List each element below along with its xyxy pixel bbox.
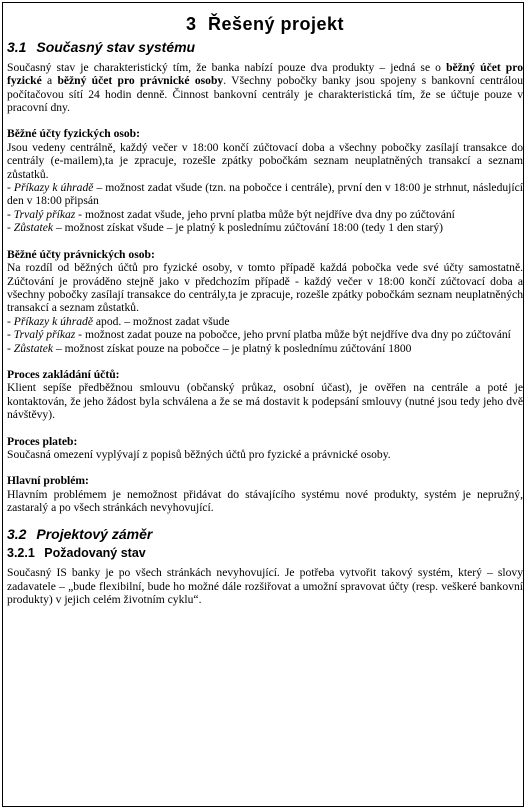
text-run: Jsou vedeny centrálně, každý večer v 18:00 končí zúčtovací doba a všechny pobočky zasílají transakce do centrály (e-mailem),ta je zpracuje, rozešle zpátky pobočkám seznam neuplatněných transakcí a seznam zůstatků. <box>7 140 523 181</box>
main-problem-text: Hlavním problémem je nemožnost přidávat do stávajícího systému nové produkty, systém je nepružný, zastaralý a po všech stránkách nevyhovující. <box>7 487 523 515</box>
bold-text: běžný účet pro právnické osoby <box>57 74 224 88</box>
account-opening-block <box>7 368 523 422</box>
text-run: apod. – možnost zadat všude <box>92 314 230 328</box>
section-heading-3-2 <box>7 525 523 542</box>
document-content <box>7 3 523 607</box>
subsection-number: 3.2.1 <box>7 546 35 560</box>
text-line <box>7 261 523 315</box>
text-run: - možnost zadat všude, jeho první platba může být nejdříve dva dny po zúčtování <box>75 207 455 221</box>
subsection-title: Požadovaný stav <box>44 546 146 560</box>
section-title: Projektový záměr <box>36 525 153 542</box>
chapter-number: 3 <box>185 14 197 34</box>
text-run: – možnost zadat všude (tzn. na pobočce i centrále), první den v 18:00 je strhnut, následující den v 18:00 připsán <box>7 181 523 208</box>
text-line <box>7 141 523 181</box>
text-line <box>7 328 523 341</box>
bold-text: běžný účet pro fyzické <box>7 60 523 88</box>
document-page <box>2 2 524 807</box>
text-run: - <box>7 341 14 355</box>
payments-label: Proces plateb: <box>7 434 78 448</box>
chapter-title: Řešený projekt <box>207 14 345 34</box>
text-run: Současný stav je charakteristický tím, že banka nabízí pouze dva produkty – jedná se o <box>7 60 447 74</box>
business-accounts-lines <box>7 261 523 355</box>
text-run: – možnost získat pouze na pobočce – je platný k poslednímu zúčtování 1800 <box>53 341 412 355</box>
text-run: – možnost získat všude – je platný k poslednímu zúčtování 18:00 (tedy 1 den starý) <box>53 221 443 235</box>
business-accounts-block <box>7 248 523 355</box>
italic-text: Zůstatek <box>13 341 54 355</box>
text-run: - <box>7 328 14 342</box>
text-run: - <box>7 207 14 221</box>
text-run: a <box>41 74 58 88</box>
payments-block <box>7 435 523 462</box>
section-number: 3.2 <box>7 525 27 542</box>
text-line <box>7 181 523 208</box>
personal-accounts-lines <box>7 141 523 235</box>
account-opening-text: Klient sepíše předběžnou smlouvu (občanský průkaz, osobní účast), je ověřen na centrále a poté je kontaktován, že jeho žádost byla schválena a že se má dostavit k podepsání smlouvy (nutné jsou tedy jeho dvě návštěvy). <box>7 381 523 422</box>
italic-text: Trvalý příkaz <box>13 207 76 221</box>
text-line <box>7 221 523 234</box>
section-number: 3.1 <box>7 39 27 56</box>
text-run: - <box>7 221 14 235</box>
text-run: - <box>7 314 14 328</box>
chapter-heading <box>7 14 523 34</box>
main-problem-label: Hlavní problém: <box>7 474 89 488</box>
text-run: . Všechny pobočky banky jsou spojeny s bankovní centrálou počítačovou sítí 24 hodin denně. Činnost bankovní centrály je charakteristická tím, že se účtuje pouze v pracovní dny. <box>7 74 523 115</box>
section-heading-3-1 <box>7 41 523 54</box>
italic-text: Příkazy k úhradě <box>13 181 94 195</box>
subsection-heading-3-2-1 <box>7 547 523 560</box>
text-line <box>7 315 523 328</box>
text-line <box>7 342 523 355</box>
italic-text: Trvalý příkaz <box>13 328 76 342</box>
account-opening-label: Proces zakládání účtů: <box>7 367 120 381</box>
intro-paragraph <box>7 61 523 115</box>
text-line <box>7 208 523 221</box>
required-state-text: Současný IS banky je po všech stránkách nevyhovující. Je potřeba vytvořit takový systém, který – slovy zadavatele – „bude flexibilní, bude ho možné dále rozšiřovat a umožní spravovat účty (resp. veškeré bankovní produkty) v jejich celém životním cyklu“. <box>7 566 523 607</box>
text-run: Na rozdíl od běžných účtů pro fyzické osoby, v tomto případě každá pobočka vede své účty samostatně. Zúčtování je prováděno stejně jako v předchozím případě - každý večer v 18:00 končí zúčtovací doba a všechny pobočky zasílají transakce do centrály,ta je zpracuje, rozešle zpátky pobočkám seznam neuplatněných transakcí a seznam zůstatků. <box>7 261 523 315</box>
text-run: - <box>7 181 14 195</box>
text-run: - možnost zadat pouze na pobočce, jeho první platba může být nejdříve dva dny po zúčtování <box>75 328 511 342</box>
main-problem-block <box>7 474 523 514</box>
italic-text: Příkazy k úhradě <box>13 314 93 328</box>
personal-accounts-label: Běžné účty fyzických osob: <box>7 127 140 141</box>
business-accounts-label: Běžné účty právnických osob: <box>7 247 155 261</box>
section-title: Současný stav systému <box>36 39 196 56</box>
payments-text: Současná omezení vyplývají z popisů běžných účtů pro fyzické a právnické osoby. <box>7 447 391 461</box>
italic-text: Zůstatek <box>13 221 54 235</box>
personal-accounts-block <box>7 127 523 234</box>
